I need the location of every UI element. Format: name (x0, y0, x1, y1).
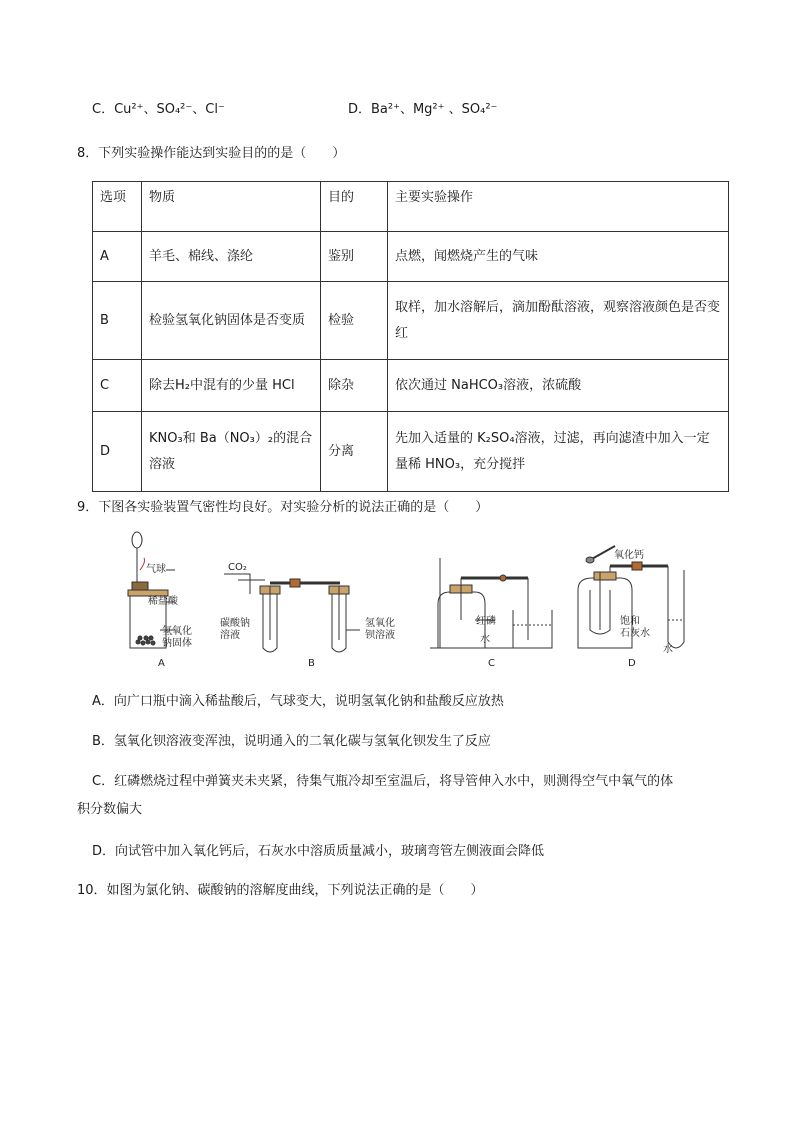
header-cell: 选项 (93, 182, 142, 232)
caption-b: B (308, 658, 315, 669)
header-cell: 主要实验操作 (388, 182, 729, 232)
q9-option-c-line2: 积分数偏大 (77, 802, 143, 817)
header-cell: 物质 (142, 182, 321, 232)
table-cell: B (93, 282, 142, 360)
label-solid-1: 氢氧化 (162, 626, 192, 637)
table-cell: 除去H₂中混有的少量 HCl (142, 360, 321, 412)
table-header-row (93, 182, 729, 232)
q10-stem: 10．如图为氯化钠、碳酸钠的溶解度曲线，下列说法正确的是（ ） (77, 883, 484, 898)
table-cell: 点燃，闻燃烧产生的气味 (388, 232, 729, 282)
table-cell: 检验氢氧化钠固体是否变质 (142, 282, 321, 360)
table-row (93, 282, 729, 360)
label-c-water: 水 (480, 634, 490, 645)
label-cao: 氧化钙 (614, 550, 644, 561)
q8-table (92, 181, 729, 492)
label-b-right-2: 钡溶液 (365, 630, 395, 641)
q8-stem: 8．下列实验操作能达到实验目的的是（ ） (77, 146, 346, 161)
apparatus-b (224, 574, 360, 652)
table-row (93, 360, 729, 412)
q7-option-d: D．Ba²⁺、Mg²⁺ 、SO₄²⁻ (348, 102, 498, 117)
table-cell: 鉴别 (321, 232, 388, 282)
q9-apparatus-figure (120, 530, 690, 670)
label-b-left-1: 碳酸钠 (220, 618, 250, 629)
table-cell: 分离 (321, 412, 388, 492)
table-row (93, 412, 729, 492)
label-solid-2: 钠固体 (162, 638, 192, 649)
q9-option-d: D．向试管中加入氧化钙后，石灰水中溶质质量减小，玻璃弯管左侧液面会降低 (92, 844, 545, 859)
caption-a: A (158, 658, 165, 669)
table-cell: C (93, 360, 142, 412)
table-cell: KNO₃和 Ba（NO₃）₂的混合溶液 (142, 412, 321, 492)
q9-stem: 9．下图各实验装置气密性均良好。对实验分析的说法正确的是（ ） (77, 500, 489, 515)
apparatus-c (430, 558, 552, 648)
table-cell: 取样，加水溶解后，滴加酚酞溶液，观察溶液颜色是否变红 (388, 282, 729, 360)
label-d-water: 水 (663, 644, 673, 655)
header-cell: 目的 (321, 182, 388, 232)
table-cell: 依次通过 NaHCO₃溶液，浓硫酸 (388, 360, 729, 412)
table-row (93, 232, 729, 282)
table-cell: A (93, 232, 142, 282)
q9-option-b: B．氢氧化钡溶液变浑浊，说明通入的二氧化碳与氢氧化钡发生了反应 (92, 734, 491, 749)
caption-c: C (488, 658, 495, 669)
table-cell: 羊毛、棉线、涤纶 (142, 232, 321, 282)
label-phosphorus: 红磷 (476, 616, 496, 627)
q9-option-c-line1: C．红磷燃烧过程中弹簧夹未夹紧，待集气瓶冷却至室温后，将导管伸入水中，则测得空气中氧气的体 (92, 774, 674, 789)
label-b-left-2: 溶液 (220, 630, 240, 641)
caption-d: D (628, 658, 636, 669)
label-lime-2: 石灰水 (620, 628, 650, 639)
table-cell: 检验 (321, 282, 388, 360)
q9-option-a: A．向广口瓶中滴入稀盐酸后，气球变大，说明氢氧化钠和盐酸反应放热 (92, 694, 504, 709)
label-lime-1: 饱和 (620, 616, 640, 627)
label-balloon: 气球 (146, 564, 166, 575)
table-cell: 除杂 (321, 360, 388, 412)
table-cell: D (93, 412, 142, 492)
label-co2: CO₂ (228, 562, 247, 573)
table-cell: 先加入适量的 K₂SO₄溶液，过滤，再向滤渣中加入一定量稀 HNO₃，充分搅拌 (388, 412, 729, 492)
q7-option-c: C．Cu²⁺、SO₄²⁻、Cl⁻ (92, 102, 225, 117)
label-acid: 稀盐酸 (148, 596, 178, 607)
label-b-right-1: 氢氧化 (365, 618, 395, 629)
